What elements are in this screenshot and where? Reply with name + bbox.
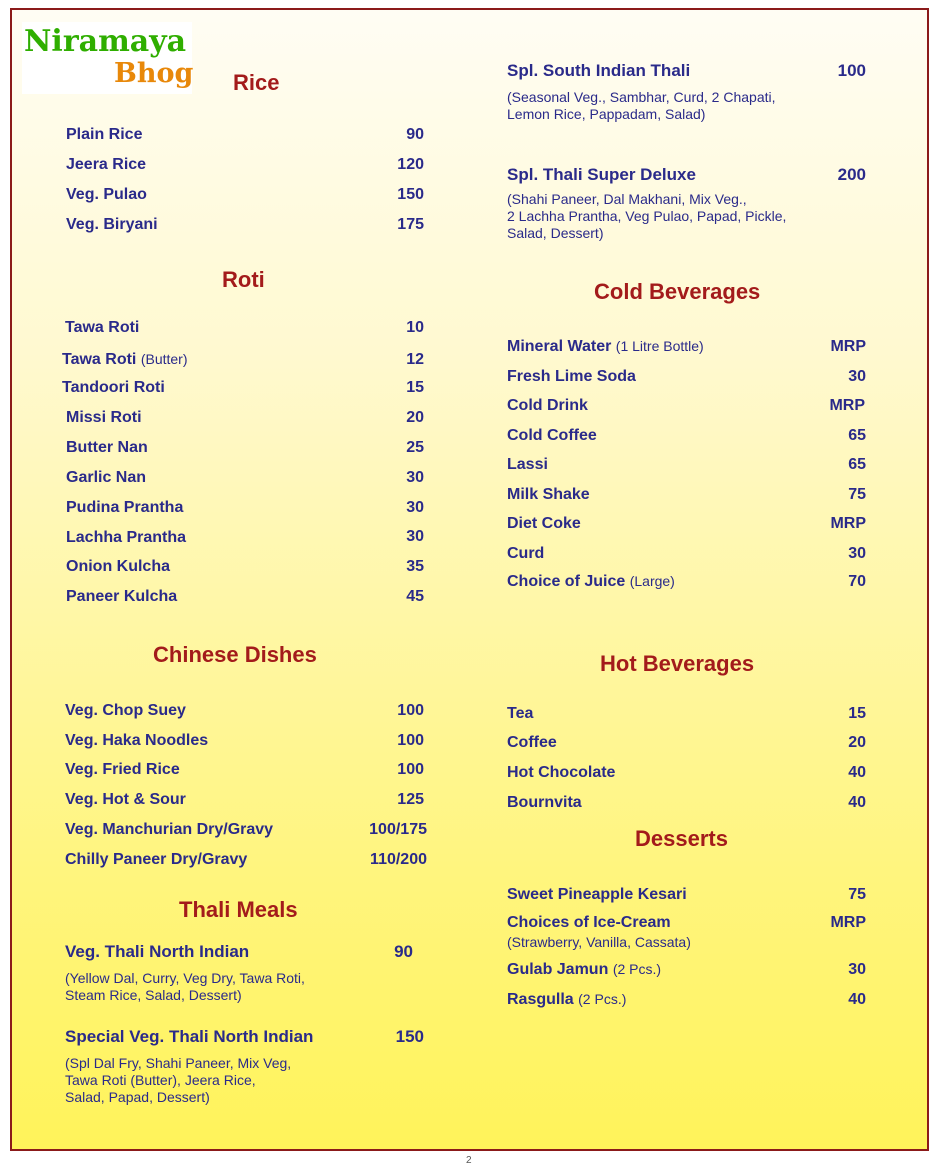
menu-item-price: 70 xyxy=(848,573,866,590)
menu-item-name: Tawa Roti xyxy=(65,319,140,336)
section-heading-rice: Rice xyxy=(233,70,280,95)
menu-item-price: 35 xyxy=(406,558,424,575)
menu-item-name: Veg. Pulao xyxy=(66,186,147,203)
menu-item-price: 150 xyxy=(397,186,424,203)
page-number: 2 xyxy=(466,1155,472,1166)
menu-item-name: Veg. Manchurian Dry/Gravy xyxy=(65,821,274,838)
menu-item-price: 30 xyxy=(406,499,424,516)
menu-item-description: (Strawberry, Vanilla, Cassata) xyxy=(507,934,691,950)
menu-item-name: Plain Rice xyxy=(66,126,143,143)
menu-item-price: MRP xyxy=(830,515,866,532)
menu-item-name: Choices of Ice-Cream xyxy=(507,914,671,931)
menu-item-name: Garlic Nan xyxy=(66,469,147,486)
menu-item-price: MRP xyxy=(829,397,865,414)
menu-item-name: Special Veg. Thali North Indian xyxy=(65,1027,314,1046)
menu-item-name: Jeera Rice xyxy=(66,156,147,173)
brand-line2: Bhog xyxy=(114,58,194,89)
menu-item-price: 65 xyxy=(848,456,866,473)
menu-item-name: Bournvita xyxy=(507,794,582,811)
menu-item-description: (Shahi Paneer, Dal Makhani, Mix Veg., 2 Lachha Prantha, Veg Pulao, Papad, Pickle, Salad, Dessert) xyxy=(507,191,787,241)
menu-item-name: Butter Nan xyxy=(66,439,148,456)
menu-item-name: Veg. Hot & Sour xyxy=(65,791,186,808)
menu-item-price: 120 xyxy=(397,156,424,173)
menu-item-name: Pudina Prantha xyxy=(66,499,184,516)
menu-item-name: Veg. Haka Noodles xyxy=(65,732,209,749)
section-heading-cold-beverages: Cold Beverages xyxy=(594,279,761,304)
menu-item-price: 175 xyxy=(397,216,424,233)
menu-item-price: 30 xyxy=(848,961,866,978)
menu-item-price: 65 xyxy=(848,427,866,444)
menu-item-price: 100 xyxy=(837,61,866,80)
menu-item-name: Chilly Paneer Dry/Gravy xyxy=(65,851,248,868)
menu-item-name: Missi Roti xyxy=(66,409,142,426)
menu-item-price: 25 xyxy=(406,439,424,456)
menu-item-price: 100 xyxy=(397,761,424,778)
menu-item-name: Coffee xyxy=(507,734,557,751)
menu-item-price: 45 xyxy=(406,588,424,605)
menu-item-name: Spl. Thali Super Deluxe xyxy=(507,165,696,184)
menu-item-price: 90 xyxy=(394,942,413,961)
menu-item-name: Veg. Thali North Indian xyxy=(65,942,250,961)
menu-item-price: 30 xyxy=(848,368,866,385)
menu-item-price: 30 xyxy=(406,528,424,545)
menu-item-name: Cold Coffee xyxy=(507,427,597,444)
menu-item-price: 20 xyxy=(848,734,866,751)
menu-item-name: Sweet Pineapple Kesari xyxy=(507,886,687,903)
menu-item-price: 75 xyxy=(848,886,866,903)
menu-item-name: Lachha Prantha xyxy=(66,529,187,546)
menu-item-name: Cold Drink xyxy=(507,397,588,414)
menu-item-name: Tea xyxy=(507,705,534,722)
menu-item-price: 150 xyxy=(395,1027,424,1046)
brand-line1: Niramaya xyxy=(24,24,187,59)
menu-item-price: 10 xyxy=(406,319,424,336)
menu-item-description: (Yellow Dal, Curry, Veg Dry, Tawa Roti, Steam Rice, Salad, Dessert) xyxy=(65,970,305,1003)
menu-item-name: Veg. Chop Suey xyxy=(65,702,186,719)
menu-item-name: Lassi xyxy=(507,456,548,473)
menu-item-name: Mineral Water (1 Litre Bottle) xyxy=(507,338,704,355)
menu-item-price: MRP xyxy=(830,338,866,355)
menu-item-name: Diet Coke xyxy=(507,515,581,532)
menu-item-name: Onion Kulcha xyxy=(66,558,170,575)
section-heading-desserts: Desserts xyxy=(635,826,728,851)
menu-item-name: Fresh Lime Soda xyxy=(507,368,636,385)
menu-item-price: 30 xyxy=(406,469,424,486)
menu-item-name: Curd xyxy=(507,545,545,562)
menu-item-price: 40 xyxy=(848,794,866,811)
menu-item-name: Veg. Biryani xyxy=(66,216,158,233)
menu-item-name: Paneer Kulcha xyxy=(66,588,178,605)
menu-item-name: Tawa Roti (Butter) xyxy=(62,351,188,368)
section-heading-hot-beverages: Hot Beverages xyxy=(600,651,755,676)
menu-item-price: 110/200 xyxy=(370,851,427,868)
menu-item-price: 90 xyxy=(406,126,424,143)
menu-item-name: Spl. South Indian Thali xyxy=(507,61,691,80)
menu-item-price: 40 xyxy=(848,764,866,781)
menu-item-price: 75 xyxy=(848,486,866,503)
menu-item-name: Milk Shake xyxy=(507,486,590,503)
menu-item-name: Choice of Juice (Large) xyxy=(507,573,675,590)
menu-item-price: 40 xyxy=(848,991,866,1008)
menu-item-description: (Seasonal Veg., Sambhar, Curd, 2 Chapati, Lemon Rice, Pappadam, Salad) xyxy=(507,89,776,122)
menu-item-price: 15 xyxy=(848,705,866,722)
menu-item-price: 15 xyxy=(406,379,424,396)
menu-item-name: Hot Chocolate xyxy=(507,764,616,781)
brand-logo xyxy=(22,22,192,94)
menu-item-description: (Spl Dal Fry, Shahi Paneer, Mix Veg, Tawa Roti (Butter), Jeera Rice, Salad, Papad, Dessert) xyxy=(65,1055,292,1105)
menu-item-name: Rasgulla (2 Pcs.) xyxy=(507,991,627,1008)
menu-item-price: 30 xyxy=(848,545,866,562)
section-heading-roti: Roti xyxy=(222,267,265,292)
menu-item-price: 100 xyxy=(397,732,424,749)
menu-item-price: 20 xyxy=(406,409,424,426)
menu-item-price: 200 xyxy=(837,165,866,184)
menu-item-price: 100/175 xyxy=(369,821,427,838)
menu-item-name: Tandoori Roti xyxy=(62,379,165,396)
menu-item-price: 125 xyxy=(397,791,424,808)
menu-item-name: Veg. Fried Rice xyxy=(65,761,180,778)
menu-item-name: Gulab Jamun (2 Pcs.) xyxy=(507,961,662,978)
menu-item-price: MRP xyxy=(830,914,866,931)
section-heading-thali: Thali Meals xyxy=(179,897,298,922)
menu-item-price: 12 xyxy=(406,351,424,368)
section-heading-chinese: Chinese Dishes xyxy=(153,642,317,667)
menu-item-price: 100 xyxy=(397,702,424,719)
